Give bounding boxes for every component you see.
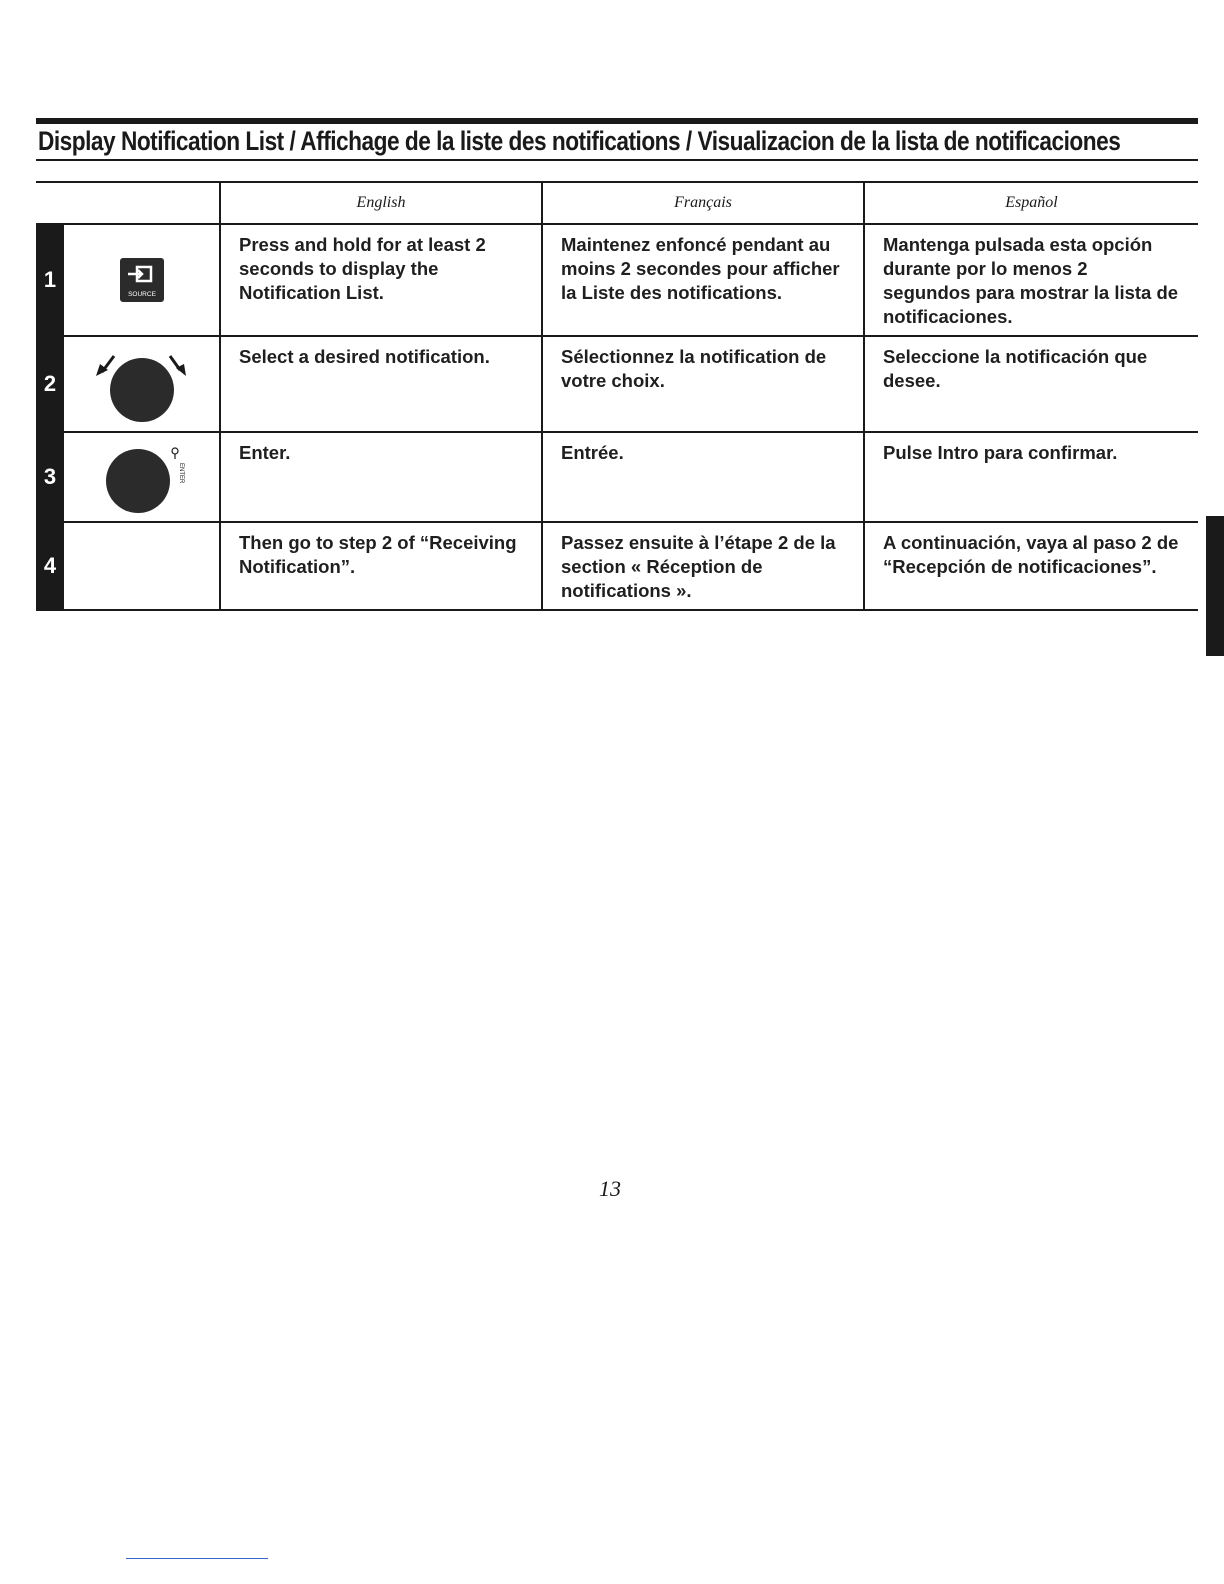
source-button-label: SOURCE [127, 291, 156, 298]
step-text-spanish: Pulse Intro para confirmar. [864, 432, 1198, 522]
table-row [36, 224, 1198, 336]
step-icon-cell [64, 432, 220, 522]
step-number: 1 [36, 224, 64, 336]
source-button-icon [118, 256, 166, 304]
page-title: Display Notification List / Affichage de la liste des notifications / Visualizacion de la lista de notificaciones [38, 126, 1121, 156]
rotary-knob-turn-icon [92, 342, 192, 426]
steps-table [36, 181, 1198, 611]
step-text-french: Entrée. [542, 432, 864, 522]
column-header-french: Français [542, 182, 864, 224]
step-text-spanish: Seleccione la notificación que desee. [864, 336, 1198, 432]
step-text-french: Maintenez enfoncé pendant au moins 2 secondes pour afficher la Liste des notifications. [542, 224, 864, 336]
title-underline [36, 159, 1198, 161]
step-icon-cell [64, 522, 220, 610]
step-text-english: Select a desired notification. [220, 336, 542, 432]
footer-link-line [126, 1558, 268, 1559]
step-text-english: Then go to step 2 of “Receiving Notification”. [220, 522, 542, 610]
side-tab-marker [1206, 516, 1224, 656]
step-text-french: Passez ensuite à l’étape 2 de la section « Réception de notifications ». [542, 522, 864, 610]
page-number: 13 [599, 1176, 621, 1201]
column-header-spanish: Español [864, 182, 1198, 224]
step-number: 3 [36, 432, 64, 522]
table-header-row [36, 182, 1198, 224]
column-header-english: English [220, 182, 542, 224]
step-text-french: Sélectionnez la notification de votre choix. [542, 336, 864, 432]
step-number: 2 [36, 336, 64, 432]
enter-label: ENTER [177, 463, 184, 484]
table-row [36, 336, 1198, 432]
table-row [36, 522, 1198, 610]
step-text-spanish: A continuación, vaya al paso 2 de “Recepción de notificaciones”. [864, 522, 1198, 610]
step-number: 4 [36, 522, 64, 610]
header-blank-cell [36, 182, 220, 224]
step-text-english: Enter. [220, 432, 542, 522]
step-icon-cell [64, 336, 220, 432]
table-row [36, 432, 1198, 522]
step-text-spanish: Mantenga pulsada esta opción durante por lo menos 2 segundos para mostrar la lista de notificaciones. [864, 224, 1198, 336]
step-icon-cell [64, 224, 220, 336]
rotary-knob-press-icon [92, 435, 192, 519]
step-text-english: Press and hold for at least 2 seconds to display the Notification List. [220, 224, 542, 336]
